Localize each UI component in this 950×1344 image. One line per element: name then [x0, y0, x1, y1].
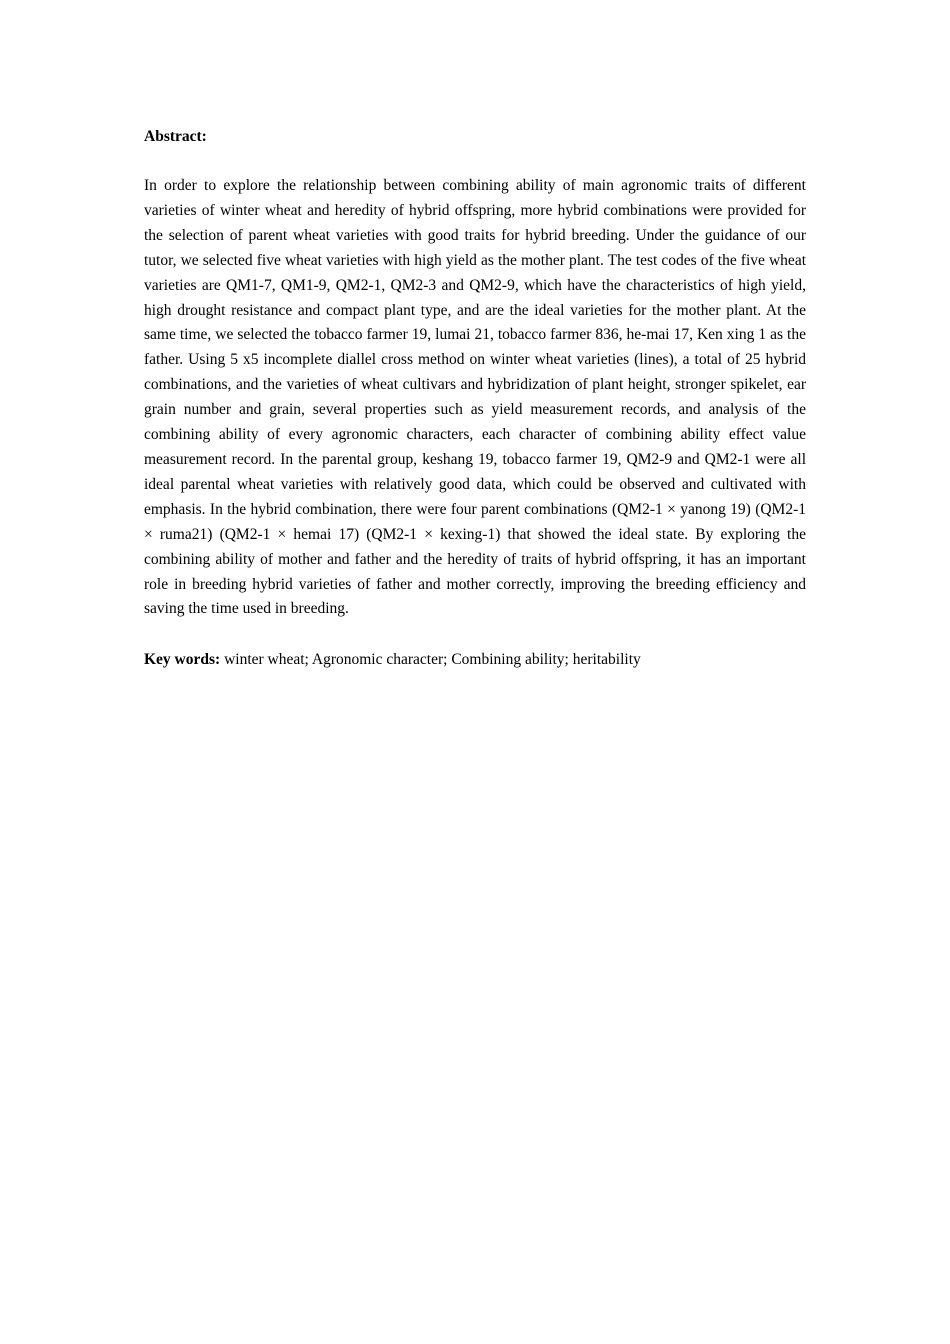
keywords-text: winter wheat; Agronomic character; Combining ability; heritability [220, 651, 641, 669]
abstract-section [144, 124, 806, 672]
keywords-label: Key words: [144, 651, 221, 669]
keywords-line [144, 647, 806, 672]
abstract-heading: Abstract: [144, 128, 207, 145]
abstract-body: In order to explore the relationship between combining ability of main agronomic traits of different varieties of winter wheat and heredity of hybrid offspring, more hybrid combinations were provided for the selection of parent wheat varieties with good traits for hybrid breeding. Under the guidance of our tutor, we selected five wheat varieties with high yield as the mother plant. The test codes of the five wheat varieties are QM1-7, QM1-9, QM2-1, QM2-3 and QM2-9, which have the characteristics of high yield, high drought resistance and compact plant type, and are the ideal varieties for the mother plant. At the same time, we selected the tobacco farmer 19, lumai 21, tobacco farmer 836, he-mai 17, Ken xing 1 as the father. Using 5 x5 incomplete diallel cross method on winter wheat varieties (lines), a total of 25 hybrid combinations, and the varieties of wheat cultivars and hybridization of plant height, stronger spikelet, ear grain number and grain, several properties such as yield measurement records, and analysis of the combining ability of every agronomic characters, each character of combining ability effect value measurement record. In the parental group, keshang 19, tobacco farmer 19, QM2-9 and QM2-1 were all ideal parental wheat varieties with relatively good data, which could be observed and cultivated with emphasis. In the hybrid combination, there were four parent combinations (QM2-1 × yanong 19) (QM2-1 × ruma21) (QM2-1 × hemai 17) (QM2-1 × kexing-1) that showed the ideal state. By exploring the combining ability of mother and father and the heredity of traits of hybrid offspring, it has an important role in breeding hybrid varieties of father and mother correctly, improving the breeding efficiency and saving the time used in breeding. [144, 177, 806, 618]
